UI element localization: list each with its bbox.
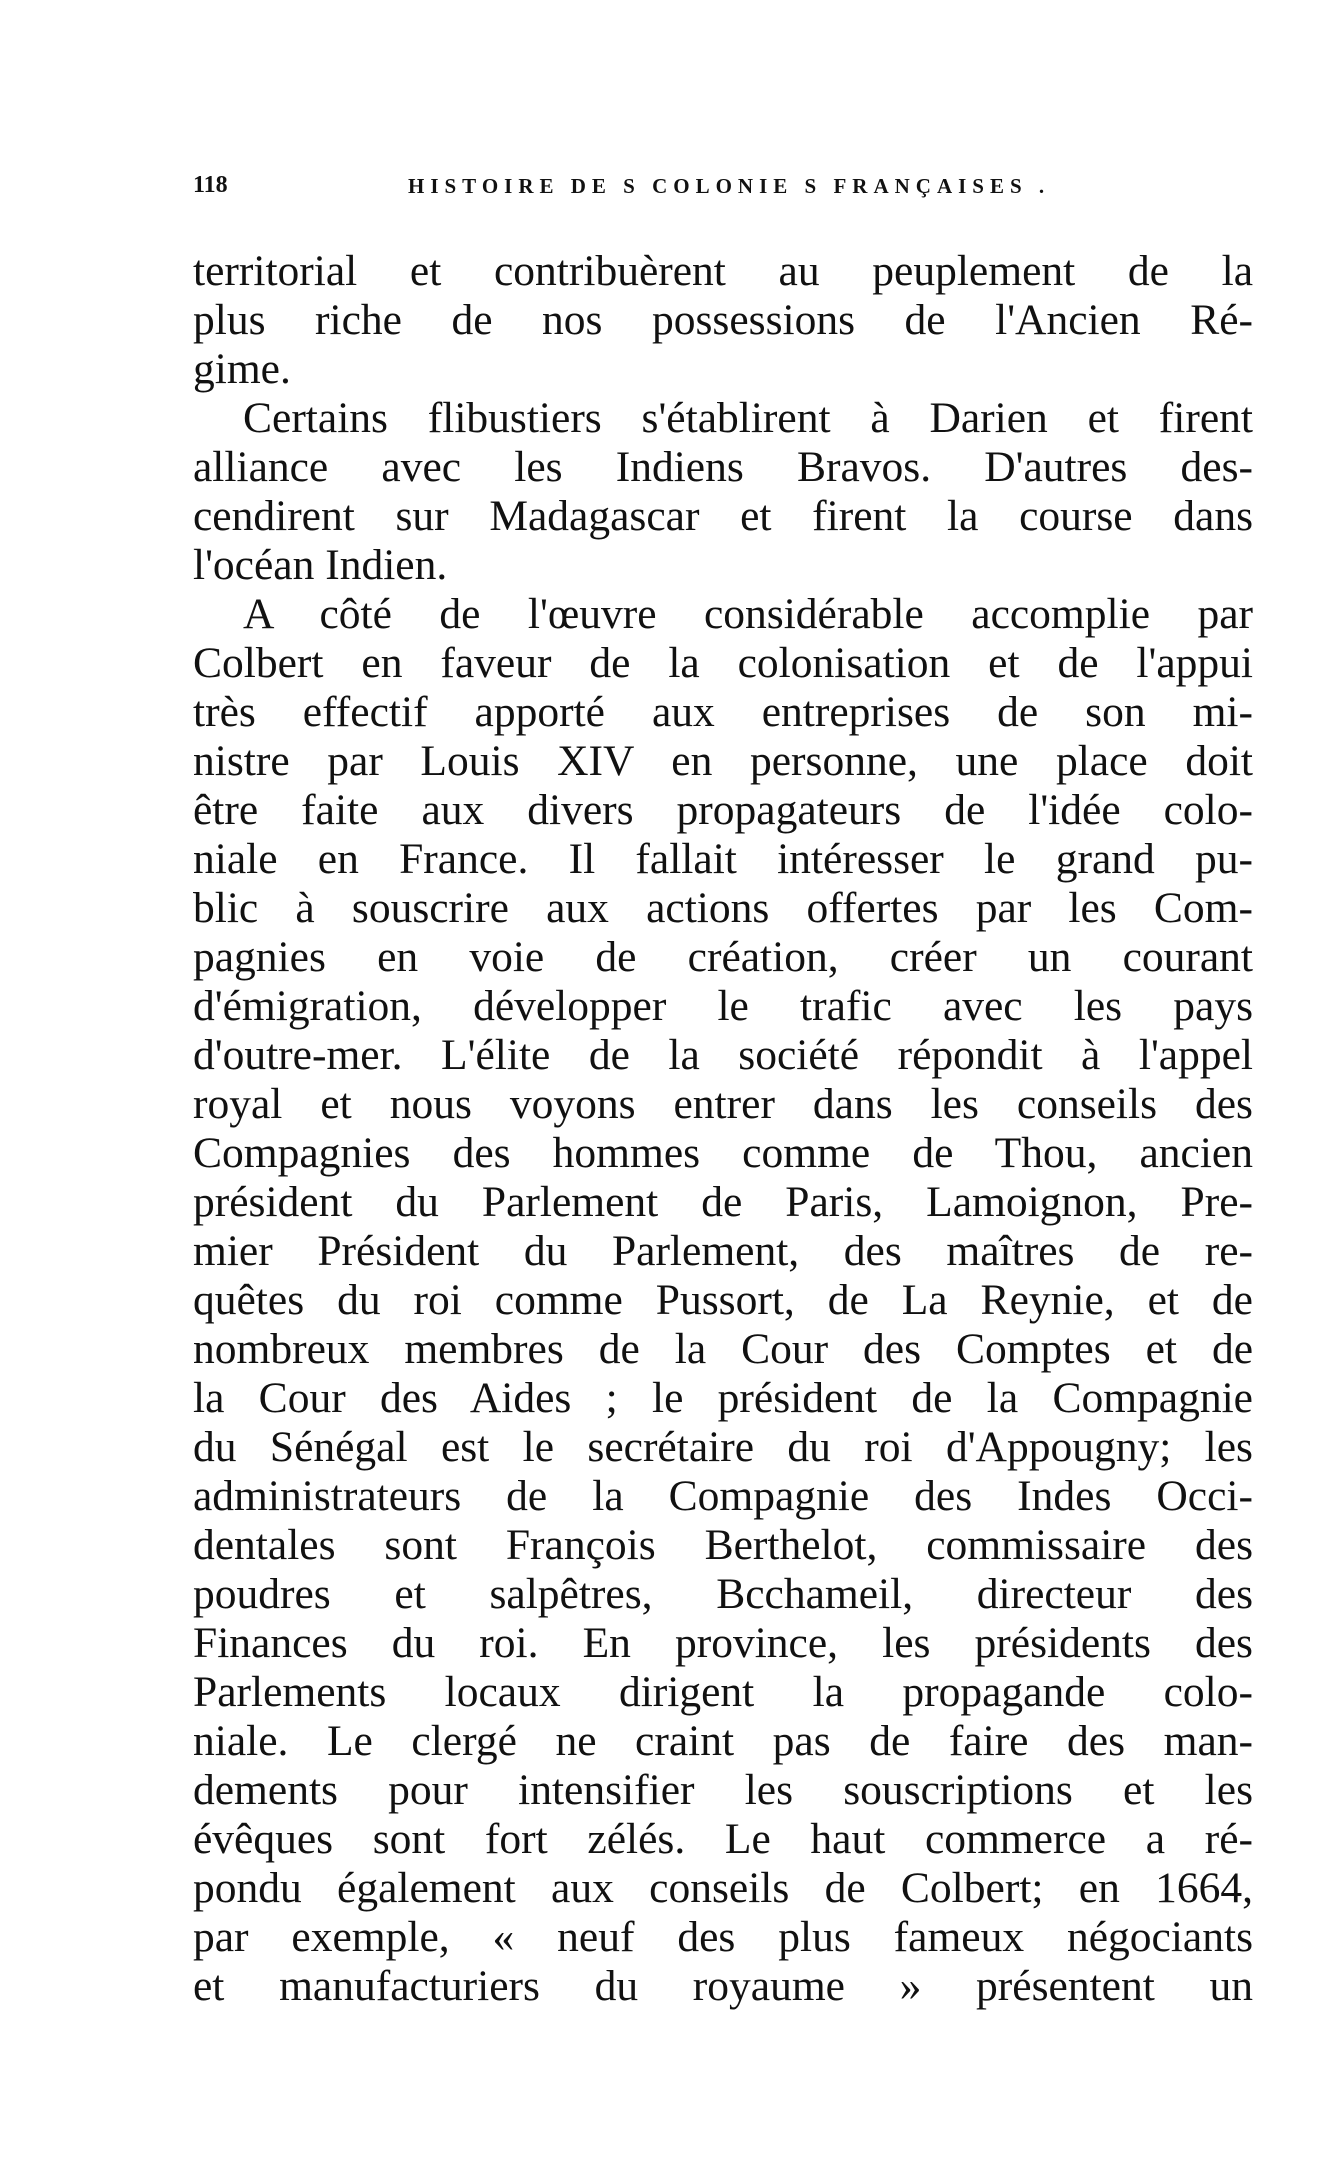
text-line: très effectif apporté aux entreprises de son mi- (193, 688, 1253, 736)
text-line: royal et nous voyons entrer dans les conseils des (193, 1080, 1253, 1128)
text-line: d'outre-mer. L'élite de la société répondit à l'appel (193, 1031, 1253, 1079)
text-line: gime. (193, 345, 291, 393)
text-line: niale. Le clergé ne craint pas de faire des man- (193, 1717, 1253, 1765)
text-line: cendirent sur Madagascar et firent la course dans (193, 492, 1253, 540)
text-line: du Sénégal est le secrétaire du roi d'Appougny; les (193, 1423, 1253, 1471)
text-line: par exemple, « neuf des plus fameux négociants (193, 1913, 1253, 1961)
text-line: nombreux membres de la Cour des Comptes et de (193, 1325, 1253, 1373)
text-line: poudres et salpêtres, Bcchameil, directeur des (193, 1570, 1253, 1618)
text-line: dements pour intensifier les souscriptions et les (193, 1766, 1253, 1814)
text-line: plus riche de nos possessions de l'Ancien Ré- (193, 296, 1253, 344)
text-line: nistre par Louis XIV en personne, une place doit (193, 737, 1253, 785)
text-line: président du Parlement de Paris, Lamoignon, Pre- (193, 1178, 1253, 1226)
text-line: et manufacturiers du royaume » présentent un (193, 1962, 1253, 2010)
text-line: d'émigration, développer le trafic avec les pays (193, 982, 1253, 1030)
text-line: territorial et contribuèrent au peuplement de la (193, 247, 1253, 295)
text-line: alliance avec les Indiens Bravos. D'autres des- (193, 443, 1253, 491)
text-line: Parlements locaux dirigent la propagande colo- (193, 1668, 1253, 1716)
text-line: quêtes du roi comme Pussort, de La Reynie, et de (193, 1276, 1253, 1324)
text-line: pondu également aux conseils de Colbert; en 1664, (193, 1864, 1253, 1912)
running-title: HISTOIRE DE S COLONIE S FRANÇAISES . (408, 174, 1051, 198)
text-line: niale en France. Il fallait intéresser le grand pu- (193, 835, 1253, 883)
text-line: mier Président du Parlement, des maîtres de re- (193, 1227, 1253, 1275)
text-line: administrateurs de la Compagnie des Indes Occi- (193, 1472, 1253, 1520)
text-line: Certains flibustiers s'établirent à Darien et firent (243, 394, 1253, 442)
text-line: évêques sont fort zélés. Le haut commerce a ré- (193, 1815, 1253, 1863)
text-line: pagnies en voie de création, créer un courant (193, 933, 1253, 981)
text-line: dentales sont François Berthelot, commissaire des (193, 1521, 1253, 1569)
text-line: blic à souscrire aux actions offertes par les Com- (193, 884, 1253, 932)
page-number: 118 (193, 172, 228, 198)
body-text (193, 247, 1253, 2011)
running-head (193, 172, 1253, 212)
text-line: Compagnies des hommes comme de Thou, ancien (193, 1129, 1253, 1177)
text-line: l'océan Indien. (193, 541, 448, 589)
text-line: Finances du roi. En province, les présidents des (193, 1619, 1253, 1667)
text-line: A côté de l'œuvre considérable accomplie par (243, 590, 1253, 638)
text-line: être faite aux divers propagateurs de l'idée colo- (193, 786, 1253, 834)
text-line: la Cour des Aides ; le président de la Compagnie (193, 1374, 1253, 1422)
text-line: Colbert en faveur de la colonisation et de l'appui (193, 639, 1253, 687)
